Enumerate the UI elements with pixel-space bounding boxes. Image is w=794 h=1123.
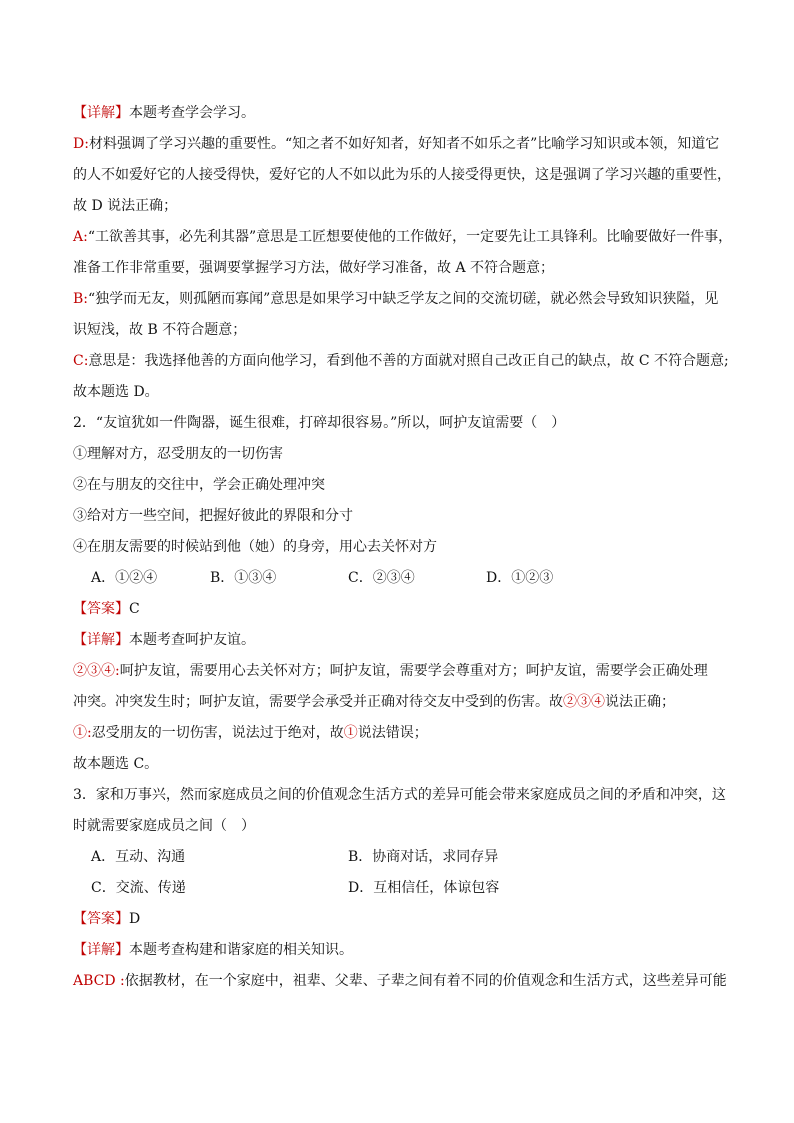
q2-item-3: ③给对方一些空间，把握好彼此的界限和分寸	[73, 508, 353, 524]
explanation-text: 呵护友谊，需要用心去关怀对方；呵护友谊，需要学会尊重对方；呵护友谊，需要学会正确处理	[119, 663, 708, 679]
answer-value: C	[129, 601, 140, 617]
q1-d-line2: 的人不如爱好它的人接受得快，爱好它的人不如以此为乐的人接受得更快，这是强调了学习兴趣的重要性，	[73, 167, 731, 183]
answer-tag: 【答案】	[73, 601, 129, 617]
option-label: ABCD :	[73, 973, 125, 989]
q2-option-b: B．①③④	[210, 570, 277, 586]
option-label: D:	[73, 136, 89, 152]
q2-item-4: ④在朋友需要的时候站到他（她）的身旁，用心去关怀对方	[73, 539, 437, 555]
q2-detail-heading	[73, 630, 255, 650]
q1-a-line1	[73, 227, 732, 247]
q3-stem-line1: 3．家和万事兴，然而家庭成员之间的价值观念生活方式的差异可能会带来家庭成员之间的矛盾和冲突，这	[73, 787, 726, 803]
q2-detail-line2	[73, 692, 675, 712]
detail-tag: 【详解】	[73, 632, 129, 648]
detail-tag: 【详解】	[73, 105, 129, 121]
explanation-text: 忍受朋友的一切伤害，说法过于绝对，故	[91, 725, 344, 741]
q2-detail-line3	[73, 723, 428, 743]
explanation-end: 说法正确；	[605, 694, 675, 710]
explanation-text: 冲突。冲突发生时；呵护友谊，需要学会承受并正确对待交友中受到的伤害。故	[73, 694, 563, 710]
q3-option-b: B．协商对话，求同存异	[348, 849, 499, 865]
q3-stem-line2: 时就需要家庭成员之间（ ）	[73, 818, 255, 834]
explanation-text: 材料强调了学习兴趣的重要性。“知之者不如好知者，好知者不如乐之者”比喻学习知识或本领，知道它	[88, 136, 720, 152]
q1-a-line2: 准备工作非常重要，强调要掌握学习方法，做好学习准备，故 A 不符合题意；	[73, 260, 555, 276]
option-label: ②③④:	[73, 663, 120, 679]
detail-intro: 本题考查呵护友谊。	[129, 632, 255, 648]
q2-answer	[73, 599, 140, 619]
q2-option-d: D．①②③	[486, 570, 554, 586]
q2-conclusion: 故本题选 C。	[73, 756, 159, 772]
q3-answer	[73, 909, 140, 929]
option-label: ①:	[73, 725, 92, 741]
q2-detail-line1	[73, 661, 708, 681]
option-label: A:	[73, 229, 88, 245]
option-label: B:	[73, 291, 89, 307]
answer-tag: 【答案】	[73, 911, 129, 927]
explanation-text: “独学而无友，则孤陋而寡闻”意思是如果学习中缺乏学友之间的交流切磋，就必然会导致知识狭隘，见	[88, 291, 719, 307]
answer-value: D	[129, 911, 141, 927]
q2-stem: 2．“友谊犹如一件陶器，诞生很难，打碎却很容易。”所以，呵护友谊需要（ ）	[73, 415, 566, 431]
explanation-text: 意思是：我选择他善的方面向他学习，看到他不善的方面就对照自己改正自己的缺点，故 C 不符合题意;	[88, 353, 729, 369]
q2-option-c: C．②③④	[348, 570, 415, 586]
q1-c-line1	[73, 351, 729, 371]
q1-d-line3: 故 D 说法正确；	[73, 198, 178, 214]
q3-option-d: D．互相信任，体谅包容	[348, 880, 500, 896]
q3-option-a: A．互动、沟通	[91, 849, 186, 865]
q1-b-line1	[73, 289, 718, 309]
q2-item-2: ②在与朋友的交往中，学会正确处理冲突	[73, 477, 325, 493]
q3-detail-heading	[73, 940, 353, 960]
q1-conclusion: 故本题选 D。	[73, 384, 159, 400]
q2-option-a: A．①②④	[91, 570, 158, 586]
detail-intro: 本题考查学会学习。	[129, 105, 255, 121]
explanation-end: 说法错误；	[357, 725, 428, 741]
q1-b-line2: 识短浅，故 B 不符合题意；	[73, 322, 247, 338]
q2-item-1: ①理解对方，忍受朋友的一切伤害	[73, 446, 283, 462]
option-label: C:	[73, 353, 89, 369]
q3-abcd-line	[73, 971, 727, 991]
detail-tag: 【详解】	[73, 942, 129, 958]
q1-detail-heading	[73, 103, 255, 123]
detail-intro: 本题考查构建和谐家庭的相关知识。	[129, 942, 353, 958]
q1-d-line1	[73, 134, 719, 154]
option-mark: ①	[343, 725, 358, 741]
q3-option-c: C．交流、传递	[91, 880, 186, 896]
option-mark: ②③④	[563, 694, 605, 710]
explanation-text: “工欲善其事，必先利其器”意思是工匠想要使他的工作做好，一定要先让工具锋利。比喻要做好一件事，	[87, 229, 733, 245]
explanation-text: 依据教材，在一个家庭中，祖辈、父辈、子辈之间有着不同的价值观念和生活方式，这些差异可能	[124, 973, 727, 989]
